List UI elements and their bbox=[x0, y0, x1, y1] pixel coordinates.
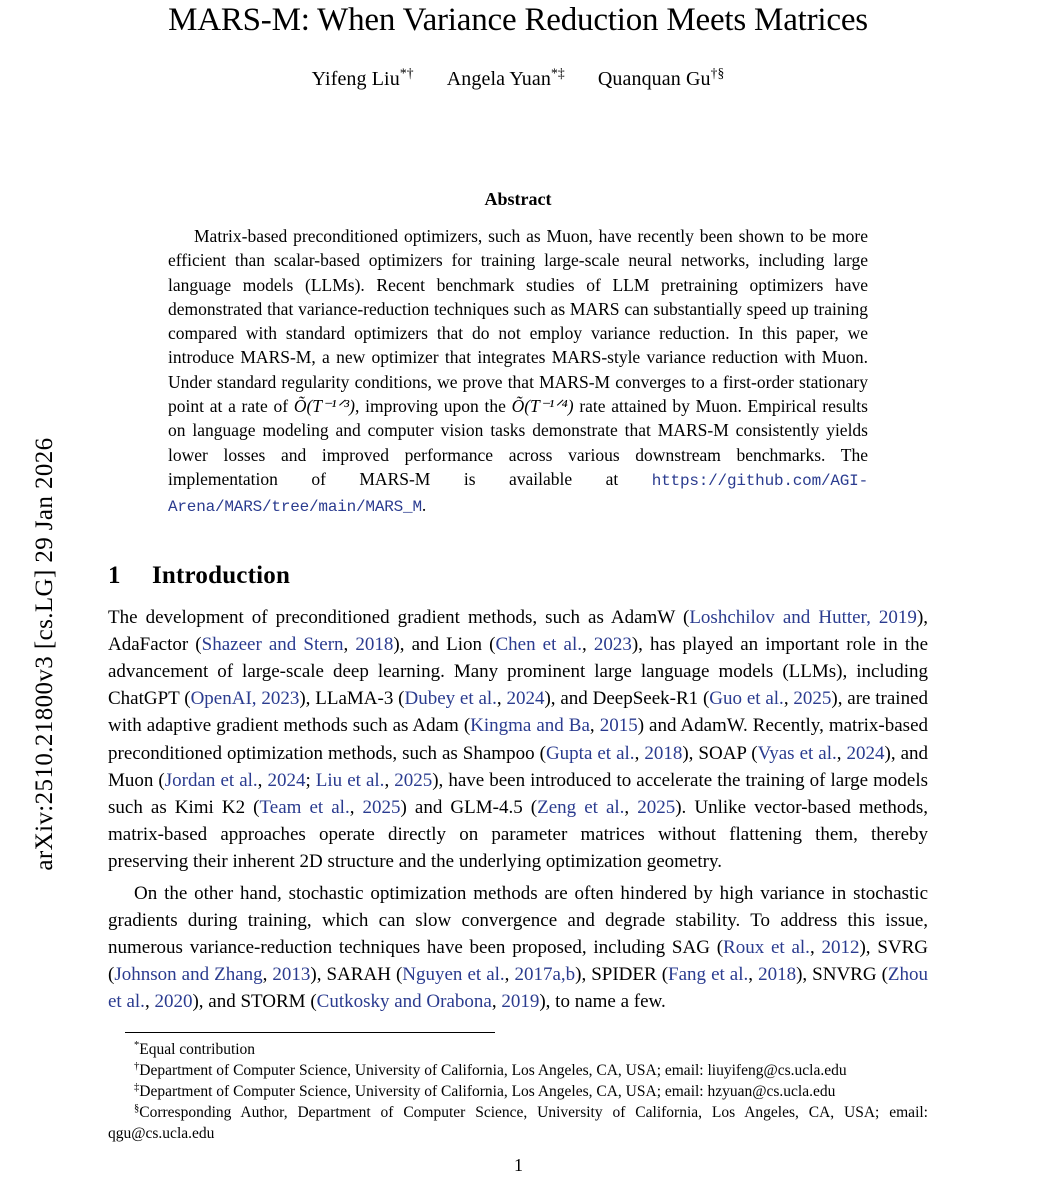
citation-link[interactable]: 2015 bbox=[599, 715, 638, 737]
paragraph-text: ; bbox=[305, 769, 316, 791]
footnote-list bbox=[108, 1039, 928, 1144]
footnote-item bbox=[108, 1081, 928, 1102]
citation-link[interactable]: Shazeer and Stern bbox=[201, 633, 344, 655]
code-repository-link[interactable]: https://github.com/AGI-Arena/MARS/tree/main/MARS_M bbox=[168, 471, 868, 517]
footnote-text: Department of Computer Science, University of California, Los Angeles, CA, USA; email: liuyifeng@cs.ucla.edu bbox=[139, 1061, 847, 1079]
paragraph-text: , bbox=[504, 964, 515, 986]
citation-link[interactable]: Team et al. bbox=[259, 796, 350, 818]
paragraph-text: , bbox=[262, 964, 273, 986]
paragraph-text: , bbox=[384, 769, 395, 791]
paragraph-text: , bbox=[783, 688, 794, 710]
footnote-text: Equal contribution bbox=[139, 1040, 256, 1058]
paragraph-text: ), and Muon ( bbox=[108, 742, 929, 791]
abstract-text-part-2: , improving upon the bbox=[355, 396, 512, 417]
paragraph-text: ), to name a few. bbox=[539, 991, 666, 1013]
citation-link[interactable]: Gupta et al. bbox=[545, 742, 635, 764]
author-name: Angela Yuan bbox=[446, 68, 551, 90]
paragraph-text: ), SNVRG ( bbox=[796, 964, 888, 986]
citation-link[interactable]: 2025 bbox=[362, 796, 401, 818]
citation-link[interactable]: Zeng et al. bbox=[537, 796, 625, 818]
footnote-item bbox=[108, 1039, 928, 1060]
paragraph-text: ), AdaFactor ( bbox=[108, 606, 929, 655]
paragraph-text: , bbox=[634, 742, 645, 764]
paragraph-text: ), and DeepSeek-R1 ( bbox=[544, 688, 710, 710]
paragraph-text: , bbox=[581, 633, 594, 655]
abstract-text-part-4: . bbox=[421, 495, 427, 516]
footnote-mark: ‡ bbox=[134, 1081, 140, 1093]
author-name: Yifeng Liu bbox=[311, 68, 400, 90]
abstract-heading: Abstract bbox=[484, 189, 552, 209]
paragraph-text: , bbox=[144, 991, 155, 1013]
citation-link[interactable]: 2020 bbox=[154, 991, 193, 1013]
paragraph-text: ), and STORM ( bbox=[192, 991, 317, 1013]
citation-link[interactable]: Johnson and Zhang bbox=[114, 964, 263, 986]
paragraph-text: ), have been introduced to accelerate the training of large models such as Kimi K2 ( bbox=[108, 769, 929, 818]
paragraph-text: ), SVRG ( bbox=[108, 937, 929, 986]
paragraph-text: ), SOAP ( bbox=[682, 742, 758, 764]
paragraph-text: , bbox=[257, 769, 268, 791]
page-number: 1 bbox=[514, 1155, 523, 1175]
page-title: MARS-M: When Variance Reduction Meets Matrices bbox=[168, 2, 868, 38]
citation-link[interactable]: 2025 bbox=[394, 769, 433, 791]
paragraph-text: , bbox=[343, 633, 356, 655]
paragraph-text: , bbox=[491, 991, 502, 1013]
citation-link[interactable]: Fang et al. bbox=[668, 964, 749, 986]
citation-link[interactable]: Cutkosky and Orabona bbox=[316, 991, 492, 1013]
citation-link[interactable]: 2025 bbox=[637, 796, 676, 818]
footnote-text: Department of Computer Science, University of California, Los Angeles, CA, USA; email: hzyuan@cs.ucla.edu bbox=[139, 1082, 836, 1100]
paragraph-text: On the other hand, stochastic optimization methods are often hindered by high variance in stochastic gradients during training, which can slow convergence and degrade stability. To address this issue, numerous variance-reduction techniques have been proposed, including SAG ( bbox=[108, 882, 928, 958]
paragraph-text: ), SPIDER ( bbox=[575, 964, 669, 986]
author-name: Quanquan Gu bbox=[597, 68, 711, 90]
citation-link[interactable]: 2023 bbox=[593, 633, 632, 655]
citation-link[interactable]: Liu et al. bbox=[315, 769, 385, 791]
citation-link[interactable]: Nguyen et al. bbox=[402, 964, 505, 986]
abstract-text-part-1: Matrix-based preconditioned optimizers, such as Muon, have recently been shown to be more efficient than scalar-based optimizers for training large-scale neural networks, including large language models (LLMs). Recent benchmark studies of LLM pretraining optimizers have demonstrated that variance-reduction techniques such as MARS can substantially speed up training compared with standard optimizers that do not employ variance reduction. In this paper, we introduce MARS-M, a new optimizer that integrates MARS-style variance reduction with Muon. Under standard regularity conditions, we prove that MARS-M converges to a first-order stationary point at a rate of bbox=[168, 226, 868, 417]
paragraph-text: , bbox=[624, 796, 638, 818]
citation-link[interactable]: 2019 bbox=[501, 991, 540, 1013]
abstract-body bbox=[168, 224, 868, 520]
citation-link[interactable]: 2018 bbox=[644, 742, 683, 764]
footnote-mark: § bbox=[134, 1102, 140, 1114]
paragraph-text: ), SARAH ( bbox=[310, 964, 403, 986]
author-entry bbox=[446, 65, 565, 91]
author-affiliation-marks: *‡ bbox=[550, 65, 565, 81]
paragraph-text: ). Unlike vector-based methods, matrix-based approaches operate directly on parameter matrices without flattening them, thereby preserving their inherent 2D structure and the underlying optimization geometry. bbox=[108, 796, 929, 873]
footnote-item bbox=[108, 1102, 928, 1144]
paragraph-text: , bbox=[349, 796, 363, 818]
footnote-mark: † bbox=[134, 1060, 140, 1072]
paragraph-text: ) and GLM-4.5 ( bbox=[400, 796, 538, 818]
paragraph-text: , bbox=[809, 937, 822, 958]
citation-link[interactable]: 2024 bbox=[267, 769, 306, 791]
paragraph-text: ), has played an important role in the advancement of large-scale deep learning. Many prominent large language models (LLMs), including ChatGPT ( bbox=[108, 633, 929, 710]
intro-paragraph-1 bbox=[108, 604, 928, 876]
section-heading-introduction bbox=[108, 562, 928, 590]
citation-link[interactable]: Chen et al. bbox=[495, 633, 582, 655]
footnote-item bbox=[108, 1060, 928, 1081]
author-entry bbox=[311, 65, 414, 91]
section-title: Introduction bbox=[152, 561, 291, 589]
citation-link[interactable]: Roux et al. bbox=[723, 937, 810, 958]
paragraph-text: , bbox=[589, 715, 600, 737]
paragraph-text: , bbox=[836, 742, 847, 764]
citation-link[interactable]: 2018 bbox=[758, 964, 797, 986]
author-list bbox=[108, 65, 928, 91]
author-entry bbox=[597, 65, 725, 91]
footnote-separator bbox=[125, 1032, 495, 1033]
citation-link[interactable]: 2018 bbox=[355, 633, 394, 655]
abstract-rate-first: Õ(T⁻¹ᐟ³) bbox=[293, 396, 355, 417]
paragraph-text: ), are trained with adaptive gradient methods such as Adam ( bbox=[108, 688, 929, 737]
citation-link[interactable]: 2024 bbox=[506, 688, 545, 710]
paragraph-text: ), LLaMA-3 ( bbox=[299, 688, 405, 710]
paragraph-text: ), and Lion ( bbox=[393, 633, 496, 655]
citation-link[interactable]: Guo et al. bbox=[709, 688, 784, 710]
footnote-mark: * bbox=[134, 1039, 140, 1051]
citation-link[interactable]: 2017a,b bbox=[514, 964, 576, 986]
citation-link[interactable]: Jordan et al. bbox=[164, 769, 258, 791]
author-affiliation-marks: *† bbox=[399, 65, 414, 81]
paragraph-text: , bbox=[748, 964, 759, 986]
citation-link[interactable]: 2013 bbox=[272, 964, 311, 986]
abstract-rate-second: Õ(T⁻¹ᐟ⁴) bbox=[511, 396, 574, 417]
citation-link[interactable]: Dubey et al. bbox=[404, 688, 497, 710]
citation-link[interactable]: Vyas et al. bbox=[757, 742, 837, 764]
paragraph-text: ) and AdamW. Recently, matrix-based preconditioned optimization methods, such as Shampoo ( bbox=[108, 715, 929, 764]
footnote-text: Corresponding Author, Department of Computer Science, University of California, Los Angeles, CA, USA; email: qgu@cs.ucla.edu bbox=[108, 1103, 928, 1142]
citation-link[interactable]: OpenAI, 2023 bbox=[190, 688, 300, 710]
arxiv-identifier-stamp: arXiv:2510.21800v3 [cs.LG] 29 Jan 2026 bbox=[31, 437, 58, 871]
citation-link[interactable]: 2012 bbox=[821, 937, 860, 958]
paper-content bbox=[108, 0, 928, 1144]
author-affiliation-marks: †§ bbox=[710, 65, 725, 81]
intro-paragraph-2 bbox=[108, 880, 928, 1016]
citation-link[interactable]: Loshchilov and Hutter, 2019 bbox=[689, 606, 917, 628]
citation-link[interactable]: 2024 bbox=[846, 742, 885, 764]
citation-link[interactable]: 2025 bbox=[793, 688, 832, 710]
abstract-text-part-3: rate attained by Muon. Empirical results on language modeling and computer vision tasks demonstrate that MARS-M consistently yields lower losses and improved performance across various downstream benchmarks. The implementation of MARS-M is available at bbox=[168, 396, 868, 489]
paragraph-text: , bbox=[496, 688, 507, 710]
citation-link[interactable]: Zhou et al. bbox=[108, 964, 929, 1013]
citation-link[interactable]: Kingma and Ba bbox=[470, 715, 590, 737]
paragraph-text: The development of preconditioned gradient methods, such as AdamW ( bbox=[108, 606, 690, 628]
section-number: 1 bbox=[108, 561, 121, 589]
